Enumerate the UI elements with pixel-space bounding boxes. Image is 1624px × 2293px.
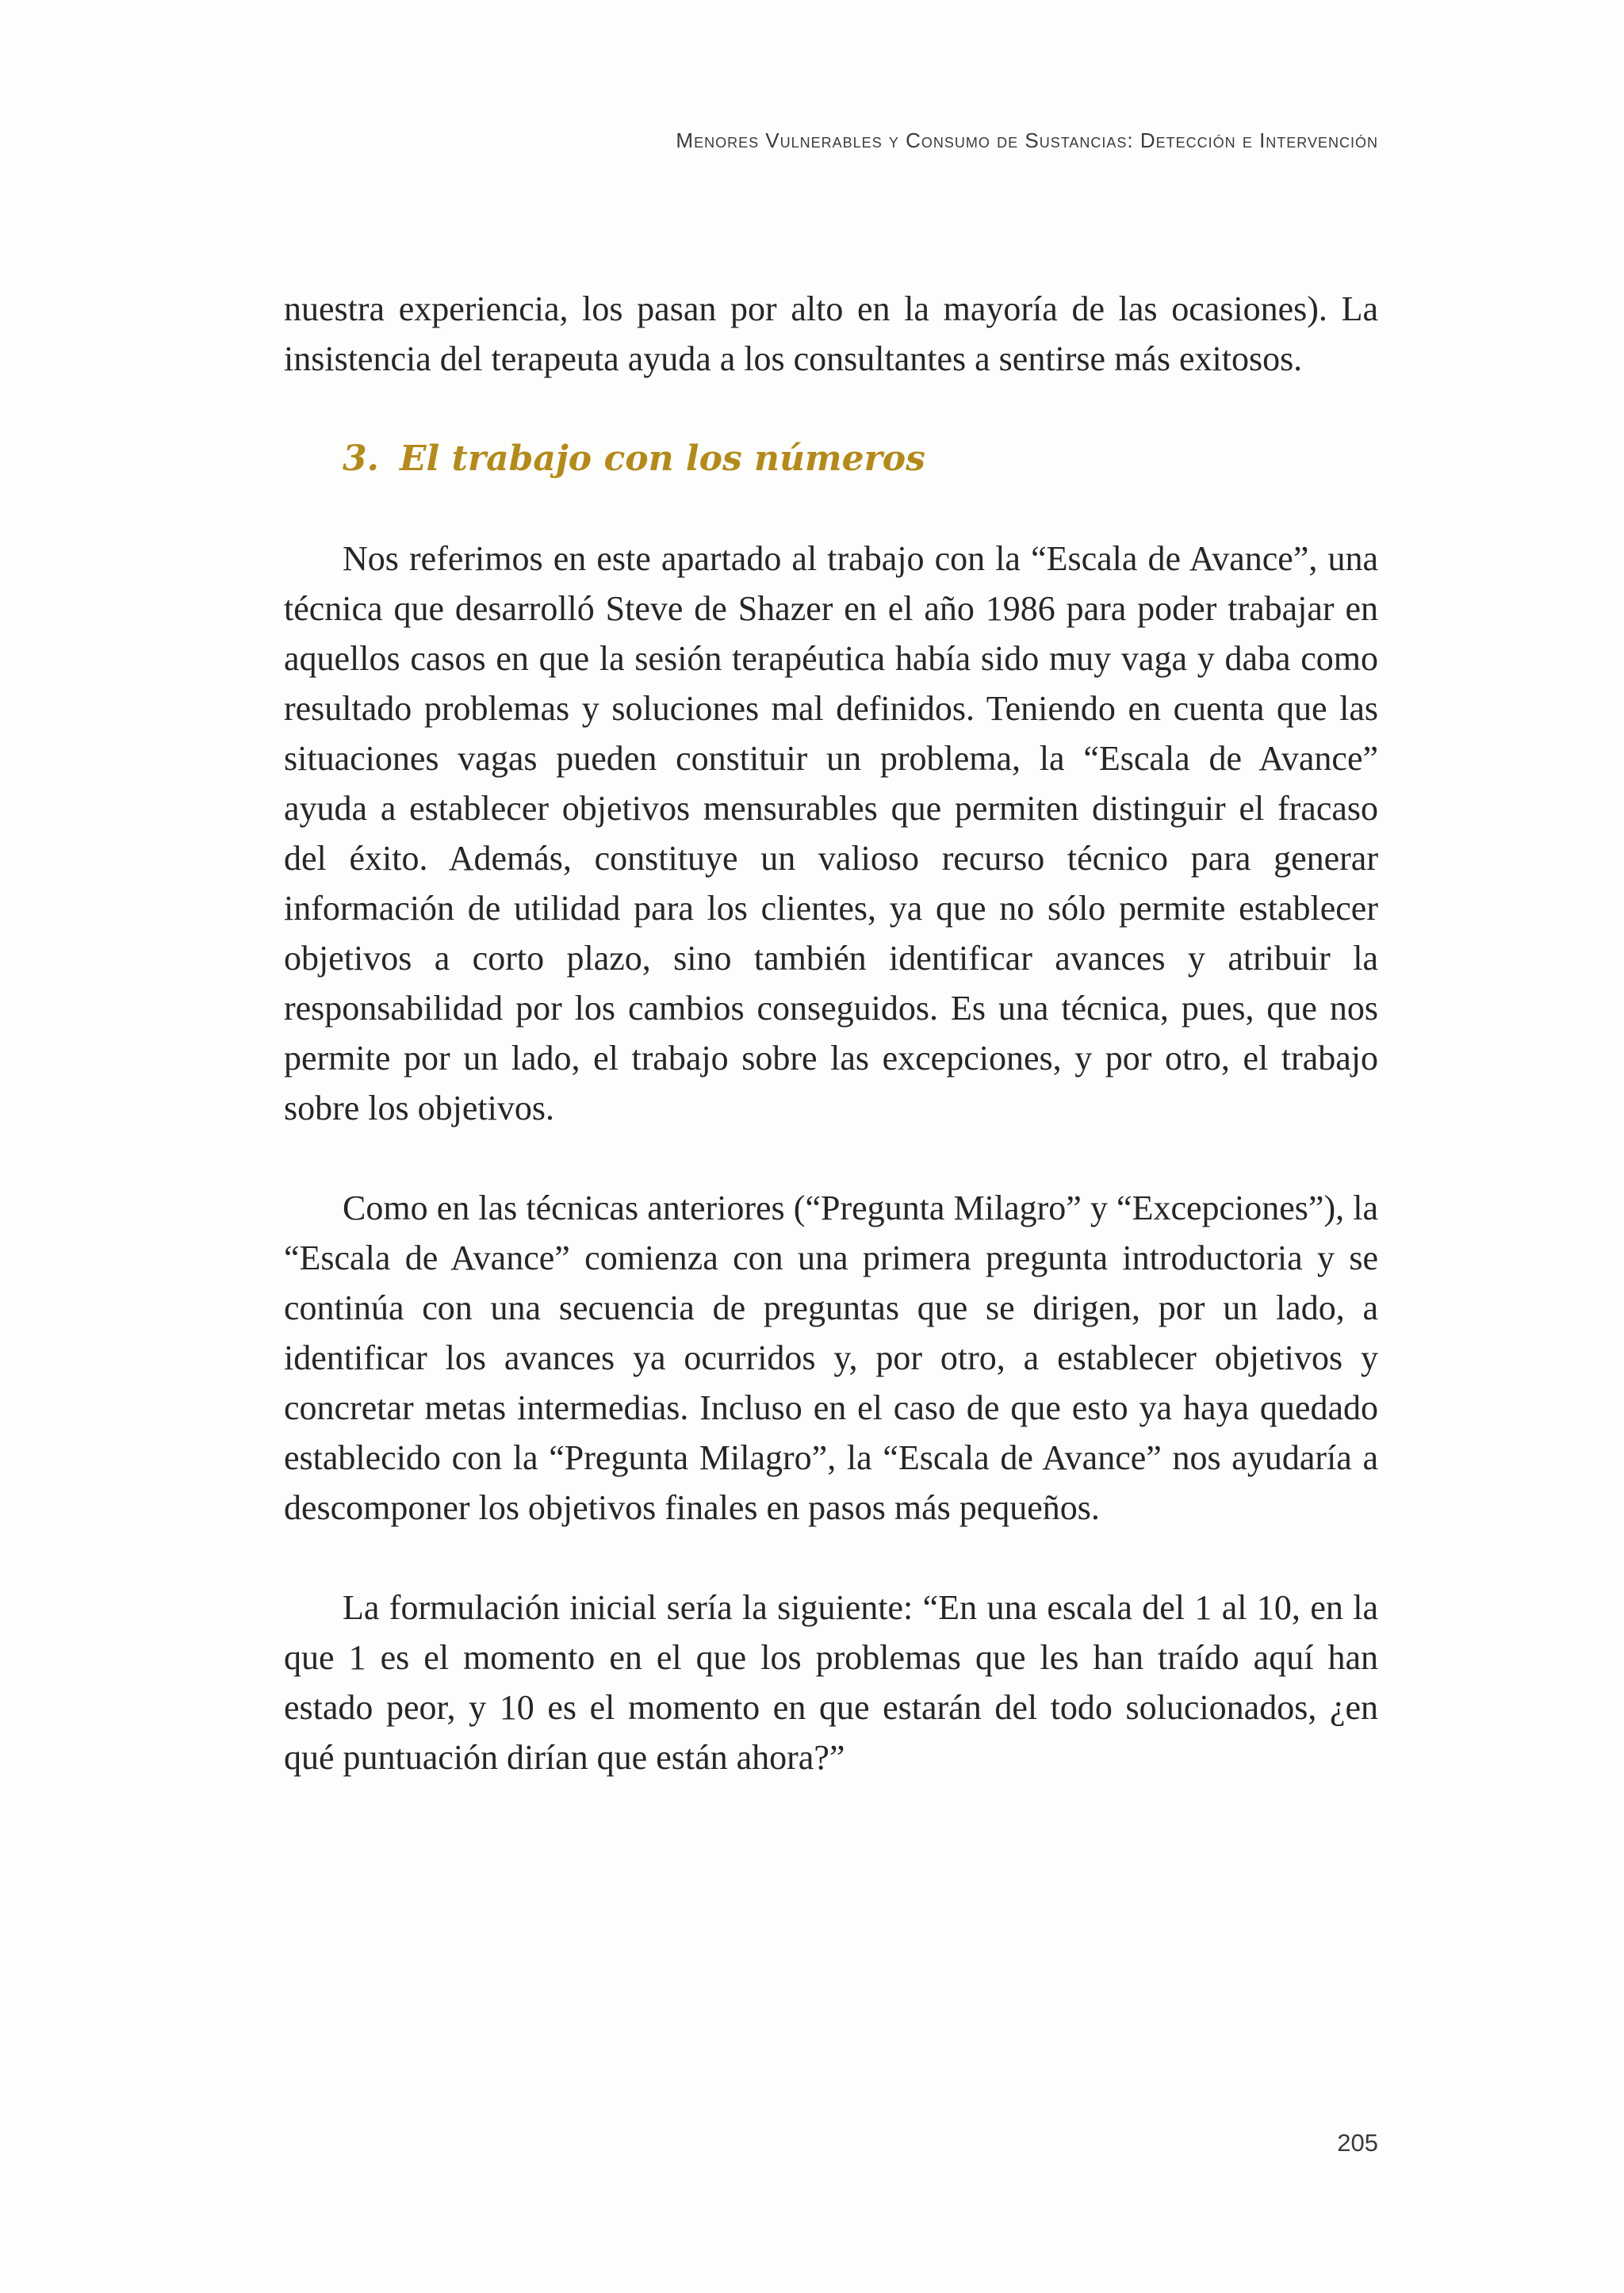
spacer [284, 484, 1378, 534]
section-title: El trabajo con los números [400, 438, 925, 479]
body-paragraph: Nos referimos en este apartado al trabajo con la “Escala de Avance”, una técnica que desarrolló Steve de Shazer en el año 1986 para poder trabajar en aquellos casos en que la sesión terapéutica había sido muy vaga y daba como resultado problemas y soluciones mal definidos. Teniendo en cuenta que las situaciones vagas pueden constituir un problema, la “Escala de Avance” ayuda a establecer objetivos mensurables que permiten distinguir el fracaso del éxito. Además, constituye un valioso recurso técnico para generar información de utilidad para los clientes, ya que no sólo permite establecer objetivos a corto plazo, sino también identificar avances y atribuir la responsabilidad por los cambios conseguidos. Es una técnica, pues, que nos permite por un lado, el trabajo sobre las excepciones, y por otro, el trabajo sobre los objetivos. [284, 539, 1378, 1127]
spacer [284, 1533, 1378, 1583]
page-number: 205 [1337, 2129, 1378, 2157]
page-body [284, 284, 1378, 1782]
running-header: Menores Vulnerables y Consumo de Sustancias: Detección e Intervención [676, 128, 1378, 152]
body-paragraph: Como en las técnicas anteriores (“Pregunta Milagro” y “Excepciones”), la “Escala de Avance” comienza con una primera pregunta introductoria y se continúa con una secuencia de preguntas que se dirigen, por un lado, a identificar los avances ya ocurridos y, por otro, a establecer objetivos y concretar metas intermedias. Incluso en el caso de que esto ya haya quedado establecido con la “Pregunta Milagro”, la “Escala de Avance” nos ayudaría a descomponer los objetivos finales en pasos más pequeños. [284, 1189, 1378, 1527]
spacer [284, 1133, 1378, 1183]
section-heading [284, 434, 1378, 484]
continuation-paragraph: nuestra experiencia, los pasan por alto en la mayoría de las ocasiones). La insistencia del terapeuta ayuda a los consultantes a sentirse más exitosos. [284, 289, 1378, 378]
body-paragraph: La formulación inicial sería la siguiente: “En una escala del 1 al 10, en la que 1 es el momento en el que los problemas que les han traído aquí han estado peor, y 10 es el momento en que estarán del todo solucionados, ¿en qué puntuación dirían que están ahora?” [284, 1588, 1378, 1777]
spacer [284, 384, 1378, 434]
section-number: 3. [343, 438, 379, 479]
